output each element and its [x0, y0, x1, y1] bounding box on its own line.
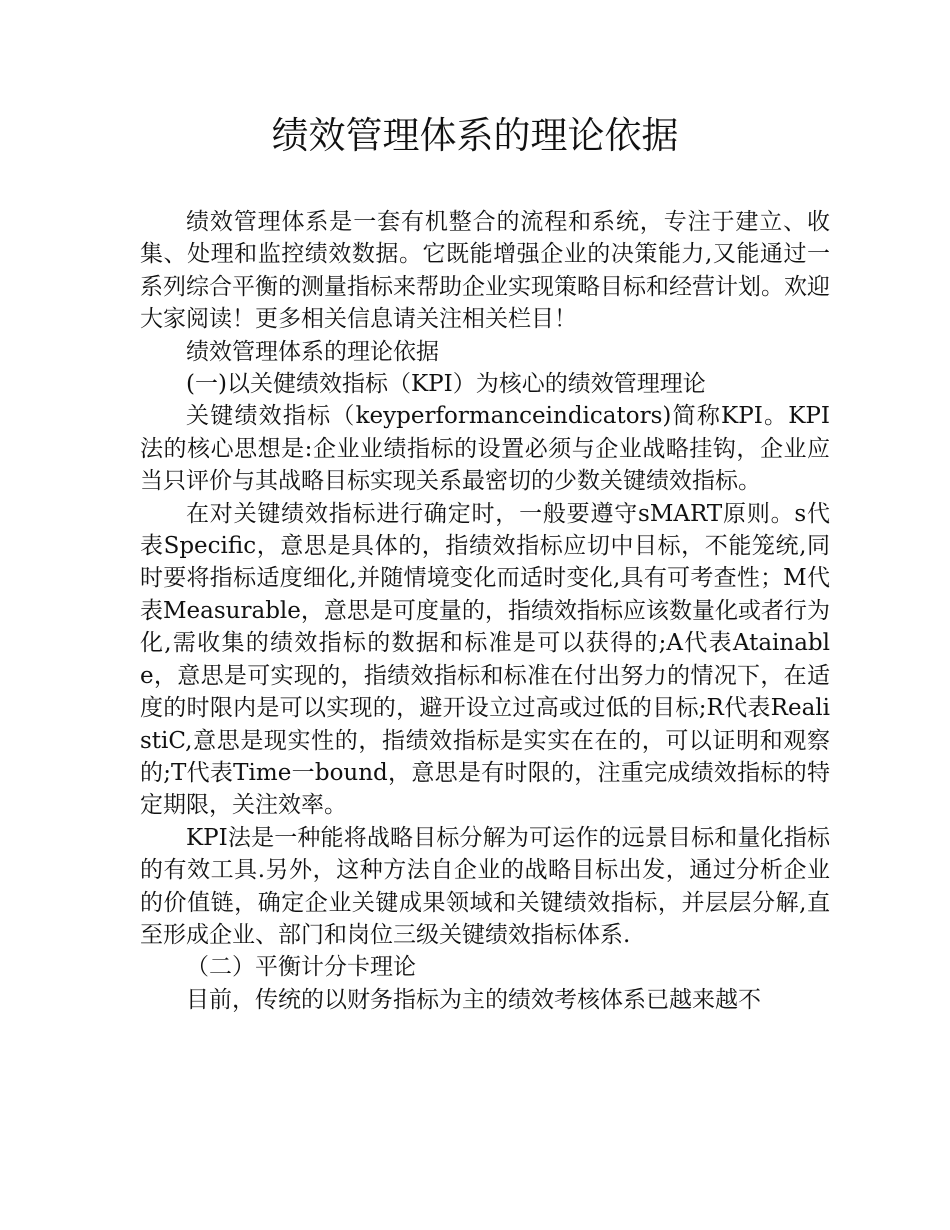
- paragraph-smart-principle: 在对关键绩效指标进行确定时，一般要遵守sMART原则。s代表Specific，意思是具体的，指绩效指标应切中目标，不能笼统,同时要将指标适度细化,并随情境变化而适时变化,具有可考查性；M代表Measurable，意思是可度量的，指绩效指标应该数量化或者行为化,需收集的绩效指标的数据和标准是可以获得的;A代表Atainable，意思是可实现的，指绩效指标和标准在付出努力的情况下，在适度的时限内是可以实现的，避开设立过高或过低的目标;R代表RealistiC,意思是现实性的，指绩效指标是实实在在的，可以证明和观察的;T代表Time一bound，意思是有时限的，注重完成绩效指标的特定期限，关注效率。: [140, 500, 830, 819]
- section-heading-kpi: (一)以关健绩效指标（KPI）为核心的绩效管理理论: [186, 371, 706, 398]
- section-heading-bsc: （二）平衡计分卡理论: [186, 954, 416, 981]
- paragraph-intro: 绩效管理体系是一套有机整合的流程和系统，专注于建立、收集、处理和监控绩效数据。它既能增强企业的决策能力,又能通过一系列综合平衡的测量指标来帮助企业实现策略目标和经营计划。欢迎大家阅读！更多相关信息请关注相关栏目！: [140, 209, 830, 333]
- paragraph-bsc-intro: 目前，传统的以财务指标为主的绩效考核体系已越来越不: [186, 986, 761, 1013]
- paragraph-kpi-definition: 关键绩效指标（keyperformanceindicators)简称KPI。KPI法的核心思想是:企业业绩指标的设置必须与企业战略挂钩，企业应当只评价与其战略目标实现关系最密切的少数关键绩效指标。: [140, 403, 830, 495]
- document-body: [140, 206, 830, 1016]
- document-title: 绩效管理体系的理论依据: [271, 114, 679, 157]
- paragraph-heading: 绩效管理体系的理论依据: [186, 338, 439, 365]
- paragraph-kpi-method: KPI法是一种能将战略目标分解为可运作的远景目标和量化指标的有效工具.另外，这种方法自企业的战略目标出发，通过分析企业的价值链，确定企业关键成果领域和关键绩效指标，并层层分解,直至形成企业、部门和岗位三级关键绩效指标体系.: [140, 824, 830, 948]
